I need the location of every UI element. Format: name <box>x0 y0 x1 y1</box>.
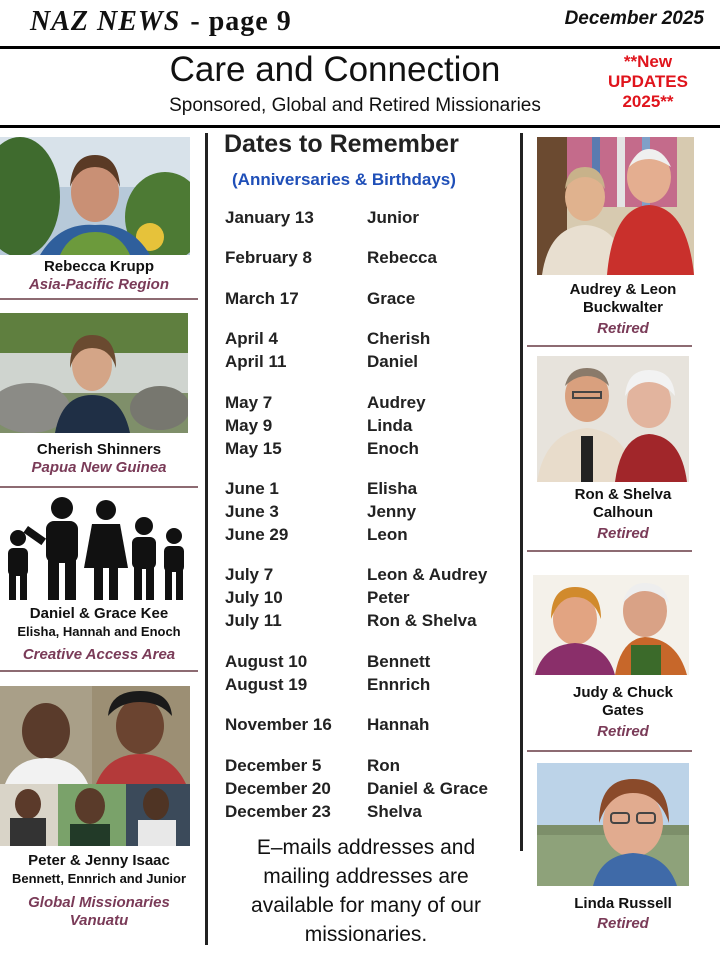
date-row <box>225 246 437 269</box>
photo-gates <box>533 575 689 675</box>
date-row <box>225 586 410 609</box>
missionary-status: Retired <box>597 320 649 337</box>
date-label: December 23 <box>225 802 331 821</box>
dates-title: Dates to Remember <box>224 130 459 158</box>
date-row <box>225 391 426 414</box>
separator <box>527 345 692 347</box>
date-row <box>225 287 415 310</box>
missionary-region: Papua New Guinea <box>31 459 167 476</box>
missionary-name: Peter & Jenny Isaac <box>28 852 170 869</box>
photo-cherish-shinners <box>0 313 188 433</box>
date-label: June 3 <box>225 502 279 521</box>
missionary-status: Retired <box>597 915 649 932</box>
date-label: December 20 <box>225 779 331 798</box>
caption-cherish-shinners <box>0 441 198 477</box>
caption-buckwalter <box>527 281 719 338</box>
date-row <box>225 650 430 673</box>
separator <box>0 298 198 300</box>
date-row <box>225 437 419 460</box>
missionary-status: Retired <box>597 525 649 542</box>
person-name: Hannah <box>367 715 430 734</box>
date-row <box>225 754 400 777</box>
date-row <box>225 350 418 373</box>
column-divider-right <box>520 133 523 851</box>
missionary-surname: Calhoun <box>593 504 653 521</box>
missionary-name: Cherish Shinners <box>36 441 162 458</box>
date-label: May 15 <box>225 439 282 458</box>
missionary-family: Elisha, Hannah and Enoch <box>17 624 181 639</box>
photo-linda-russell <box>537 763 689 886</box>
missionary-status: Retired <box>597 723 649 740</box>
person-name: Jenny <box>367 502 417 521</box>
date-row <box>225 563 487 586</box>
photo-buckwalter <box>537 137 694 275</box>
newsletter-masthead <box>30 6 292 38</box>
separator <box>0 486 198 488</box>
new-updates-line: **New <box>623 52 673 71</box>
person-name: Rebecca <box>367 248 437 267</box>
new-updates-badge <box>598 52 698 112</box>
date-label: April 11 <box>225 352 287 371</box>
person-name: Ron & Shelva <box>367 611 477 630</box>
page-label: - page 9 <box>190 6 292 37</box>
person-name: Peter <box>367 588 410 607</box>
missionary-location: Vanuatu <box>69 912 129 929</box>
date-row <box>225 609 477 632</box>
missionary-surname: Buckwalter <box>582 299 664 316</box>
missionary-family: Bennett, Ennrich and Junior <box>11 871 187 886</box>
person-name: Grace <box>367 289 416 308</box>
caption-isaac-family <box>0 852 198 930</box>
contact-note: E–mails addresses and mailing addresses are available for many of our missionaries. <box>251 836 481 946</box>
person-name: Cherish <box>367 329 431 348</box>
photo-isaac-family <box>0 686 190 846</box>
date-row <box>225 327 430 350</box>
date-label: June 29 <box>225 525 289 544</box>
separator <box>0 670 198 672</box>
missionary-name: Linda Russell <box>574 895 672 912</box>
person-name: Audrey <box>367 393 426 412</box>
person-name: Elisha <box>367 479 418 498</box>
date-label: May 9 <box>225 416 273 435</box>
issue-date: December 2025 <box>564 8 704 29</box>
date-label: July 11 <box>225 611 282 630</box>
date-label: July 10 <box>225 588 283 607</box>
person-name: Enoch <box>367 439 419 458</box>
separator <box>527 750 692 752</box>
missionary-name: Daniel & Grace Kee <box>29 605 169 622</box>
date-label: August 19 <box>225 675 308 694</box>
missionary-region: Global Missionaries <box>28 894 170 911</box>
missionary-name: Judy & Chuck <box>572 684 674 701</box>
caption-gates <box>527 684 719 741</box>
person-name: Leon & Audrey <box>367 565 488 584</box>
caption-linda-russell <box>527 895 719 933</box>
missionary-name: Audrey & Leon <box>569 281 677 298</box>
dates-subtitle: (Anniversaries & Birthdays) <box>232 170 456 189</box>
date-row <box>225 673 430 696</box>
date-row <box>225 713 429 736</box>
date-label: February 8 <box>225 248 312 267</box>
photo-rebecca-krupp <box>0 137 190 255</box>
date-label: July 7 <box>225 565 274 584</box>
separator <box>527 550 692 552</box>
person-name: Ennrich <box>367 675 431 694</box>
header-rule-bottom <box>0 125 720 128</box>
person-name: Leon <box>367 525 408 544</box>
date-label: April 4 <box>225 329 278 348</box>
person-name: Daniel & Grace <box>367 779 488 798</box>
person-name: Ron <box>367 756 401 775</box>
date-label: December 5 <box>225 756 322 775</box>
date-row <box>225 206 419 229</box>
date-label: August 10 <box>225 652 308 671</box>
missionary-name: Rebecca Krupp <box>43 258 155 275</box>
person-name: Shelva <box>367 802 422 821</box>
new-updates-line: UPDATES <box>608 72 688 91</box>
date-row <box>225 500 416 523</box>
date-label: November 16 <box>225 715 332 734</box>
new-updates-line: 2025** <box>622 92 674 111</box>
missionary-name: Ron & Shelva <box>574 486 672 503</box>
person-name: Daniel <box>367 352 419 371</box>
caption-calhoun <box>527 486 719 543</box>
person-name: Junior <box>367 208 419 227</box>
header-rule-top <box>0 46 720 49</box>
date-row <box>225 800 422 823</box>
date-row <box>225 414 412 437</box>
date-label: May 7 <box>225 393 273 412</box>
section-subtitle: Sponsored, Global and Retired Missionaries <box>169 95 541 116</box>
photo-calhoun <box>537 356 689 482</box>
section-title: Care and Connection <box>169 50 501 89</box>
missionary-surname: Gates <box>602 702 644 719</box>
missionary-region: Asia-Pacific Region <box>28 276 170 293</box>
caption-kee-family <box>0 605 198 664</box>
date-label: March 17 <box>225 289 299 308</box>
family-silhouette-icon <box>0 496 198 602</box>
column-divider-left <box>205 133 208 945</box>
date-row <box>225 523 408 546</box>
date-row <box>225 777 488 800</box>
date-row <box>225 477 417 500</box>
person-name: Bennett <box>367 652 431 671</box>
date-label: January 13 <box>225 208 314 227</box>
person-name: Linda <box>367 416 413 435</box>
caption-rebecca-krupp <box>0 258 198 294</box>
date-label: June 1 <box>225 479 279 498</box>
missionary-region: Creative Access Area <box>22 646 176 663</box>
masthead-title: NAZ NEWS <box>30 6 181 37</box>
